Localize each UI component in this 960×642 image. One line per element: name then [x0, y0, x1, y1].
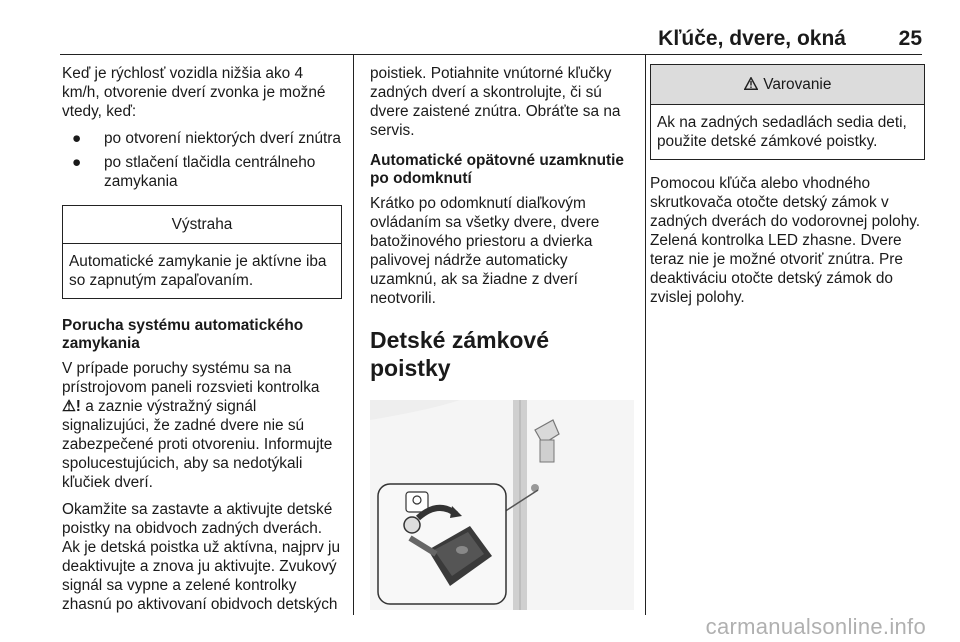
relock-heading: Automatické opätovné uzamknutie po odomknutí [370, 152, 624, 187]
warning-triangle-icon [744, 77, 762, 92]
caution-box [62, 205, 342, 299]
site-watermark: carmanualsonline.info [705, 614, 926, 639]
continuation-paragraph: poistiek. Potiahnite vnútorné kľučky zadných dverí a skontrolujte, či sú dvere zaistené znútra. Obráťte sa na servis. [370, 65, 621, 139]
column-divider-1 [353, 55, 354, 615]
child-lock-drawing [370, 400, 634, 610]
door-warning-icon: ⚠! [62, 398, 81, 415]
header-divider [60, 54, 922, 55]
section-title: Detské zámkové poistky [370, 327, 549, 381]
condition-list [62, 129, 342, 191]
list-item: ● po stlačení tlačidla centrálneho zamykania [72, 154, 316, 190]
malfunction-paragraph-2: Okamžite sa zastavte a aktivujte detské poistky na obidvoch zadných dverách. Ak je detská poistka už aktívna, najprv ju deaktivujte a znova ju aktivujte. Zvukový signál sa vypne a zelené kontrolky zhasnú po aktivovaní obidvoch detských [62, 501, 341, 613]
intro-paragraph: Keď je rýchlosť vozidla nižšia ako 4 km/h, otvorenie dverí zvonka je možné vtedy, keď: [62, 65, 326, 120]
column-2 [370, 64, 634, 610]
warning-header [651, 65, 924, 104]
column-3 [650, 64, 925, 315]
caution-body: Automatické zamykanie je aktívne iba so zapnutým zapaľovaním. [63, 243, 341, 298]
page-number: 25 [898, 27, 922, 50]
child-lock-illustration [370, 400, 634, 610]
bullet-icon: ● [72, 154, 82, 171]
caution-title: Výstraha [171, 216, 233, 233]
bullet-icon: ● [72, 130, 82, 147]
relock-paragraph: Krátko po odomknutí diaľkovým ovládaním sa všetky dvere, dvere batožinového priestoru a dvierka palivovej nádrže automaticky uzamknú, ak sa žiadne z dverí neotvorili. [370, 195, 600, 307]
list-item: ● po otvorení niektorých dverí znútra [72, 130, 341, 147]
instruction-paragraph: Pomocou kľúča alebo vhodného skrutkovača otočte detský zámok v zadných dverách do vodorovnej polohy. Zelená kontrolka LED zhasne. Dvere teraz nie je možné otvoriť znútra. Pre deaktiváciu otočte detský zámok do zvislej polohy. [650, 175, 921, 306]
column-1 [62, 64, 342, 622]
malfunction-heading: Porucha systému automatického zamykania [62, 317, 304, 352]
page-header-title: Kľúče, dvere, okná [658, 27, 846, 50]
warning-box [650, 64, 925, 160]
malfunction-paragraph: V prípade poruchy systému sa na prístrojovom paneli rozsvieti kontrolka ⚠! a zaznie výstražný signál signalizujúci, že zadné dvere nie sú zabezpečené proti otvoreniu. Informujte spolucestujúcich, aby sa nedotýkali kľučiek dverí. [62, 360, 333, 491]
warning-title: Varovanie [763, 76, 832, 93]
column-divider-2 [645, 55, 646, 615]
warning-body: Ak na zadných sedadlách sedia deti, použite detské zámkové poistky. [651, 104, 924, 159]
